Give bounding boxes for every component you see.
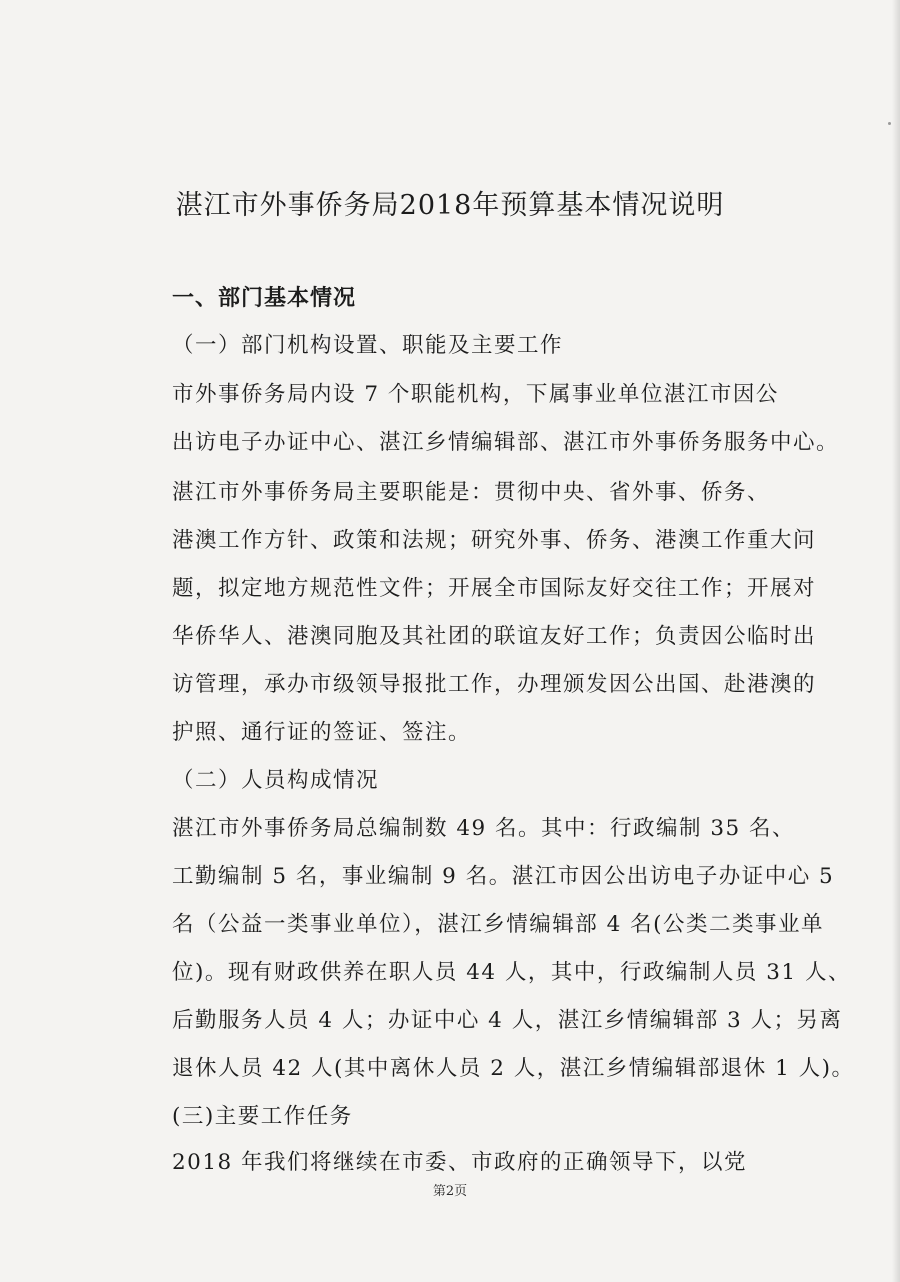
paragraph-line: 港澳工作方针、政策和法规；研究外事、侨务、港澳工作重大问 bbox=[172, 528, 817, 553]
subsection-heading: （一）部门机构设置、职能及主要工作 bbox=[172, 333, 564, 358]
paragraph-line: 题，拟定地方规范性文件；开展全市国际友好交往工作；开展对 bbox=[172, 576, 817, 601]
paragraph-line: 湛江市外事侨务局主要职能是：贯彻中央、省外事、侨务、 bbox=[172, 480, 771, 505]
subsection-heading: (三)主要工作任务 bbox=[172, 1104, 353, 1129]
paragraph-line: 工勤编制 5 名，事业编制 9 名。湛江市因公出访电子办证中心 5 bbox=[172, 864, 835, 889]
document-title: 湛江市外事侨务局2018年预算基本情况说明 bbox=[175, 190, 725, 221]
paragraph-line: 退休人员 42 人(其中离休人员 2 人，湛江乡情编辑部退休 1 人)。 bbox=[172, 1056, 855, 1081]
paragraph-line: 名（公益一类事业单位），湛江乡情编辑部 4 名(公类二类事业单 bbox=[172, 912, 824, 937]
page-number: 第2页 bbox=[432, 1184, 468, 1199]
paragraph-line: 2018 年我们将继续在市委、市政府的正确领导下，以党 bbox=[172, 1150, 748, 1175]
paragraph-line: 后勤服务人员 4 人；办证中心 4 人，湛江乡情编辑部 3 人；另离 bbox=[172, 1008, 843, 1033]
paragraph-line: 出访电子办证中心、湛江乡情编辑部、湛江市外事侨务服务中心。 bbox=[172, 430, 840, 455]
paragraph-line: 访管理，承办市级领导报批工作，办理颁发因公出国、赴港澳的 bbox=[172, 672, 817, 697]
paragraph-line: 华侨华人、港澳同胞及其社团的联谊友好工作；负责因公临时出 bbox=[172, 624, 817, 649]
paragraph-line: 湛江市外事侨务局总编制数 49 名。其中：行政编制 35 名、 bbox=[172, 816, 796, 841]
paragraph-line: 市外事侨务局内设 7 个职能机构，下属事业单位湛江市因公 bbox=[172, 382, 779, 407]
section-heading: 一、部门基本情况 bbox=[172, 286, 357, 311]
paragraph-line: 位)。现有财政供养在职人员 44 人，其中，行政编制人员 31 人、 bbox=[172, 960, 851, 985]
scan-speck bbox=[888, 122, 891, 125]
paragraph-line: 护照、通行证的签证、签注。 bbox=[172, 720, 472, 745]
subsection-heading: （二）人员构成情况 bbox=[172, 768, 380, 793]
